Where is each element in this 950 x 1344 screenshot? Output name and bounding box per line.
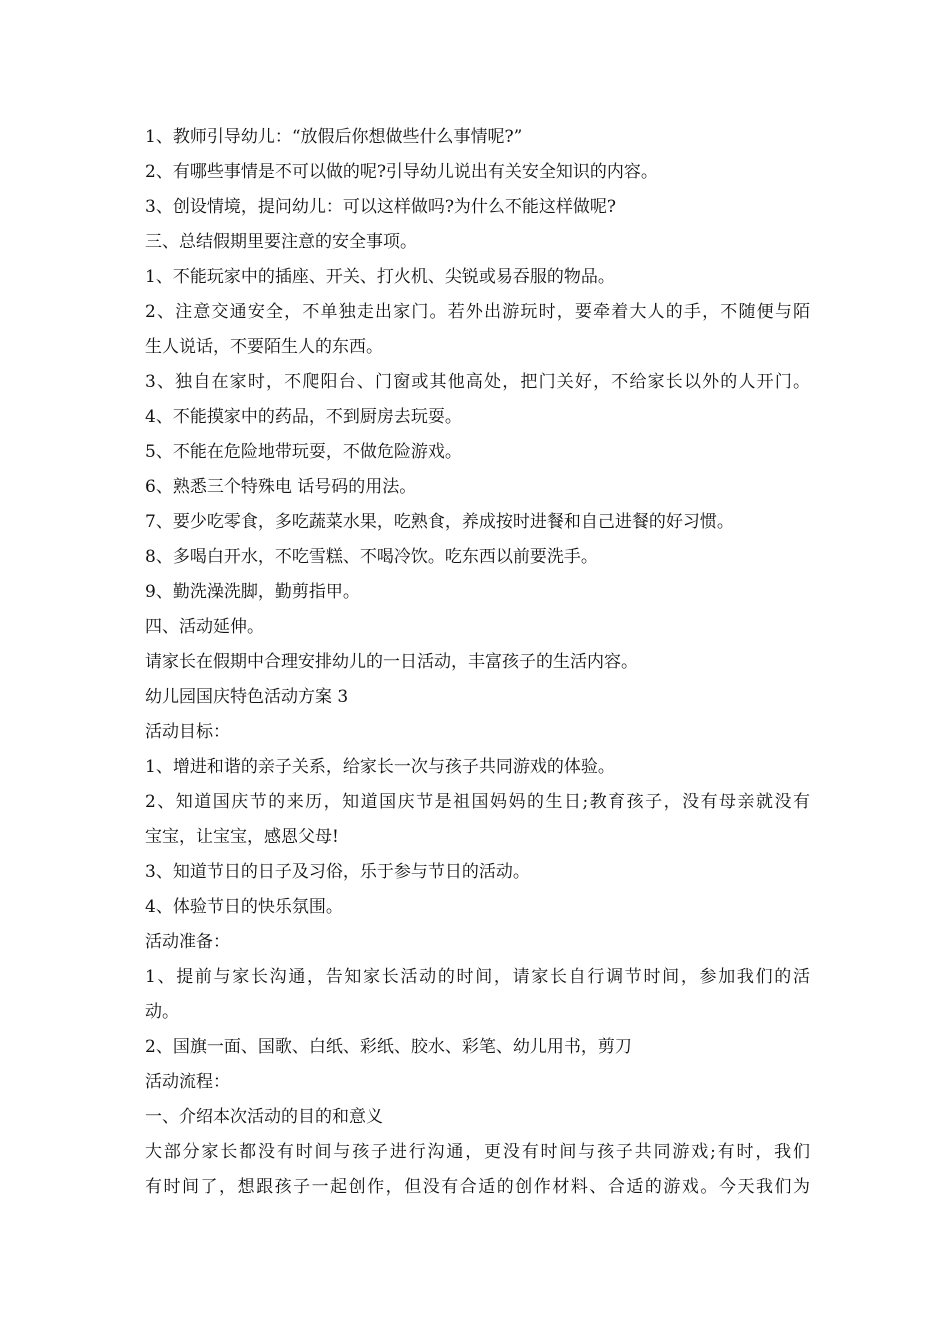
text-line: 1、不能玩家中的插座、开关、打火机、尖锐或易吞服的物品。 xyxy=(145,267,615,287)
text-line: 2、知道国庆节的来历，知道国庆节是祖国妈妈的生日;教育孩子，没有母亲就没有 xyxy=(145,792,810,812)
text-line: 大部分家长都没有时间与孩子进行沟通，更没有时间与孩子共同游戏;有时，我们 xyxy=(145,1142,810,1162)
document-body xyxy=(145,120,810,1205)
text-line: 动。 xyxy=(145,1002,179,1022)
text-line: 3、独自在家时，不爬阳台、门窗或其他高处，把门关好，不给家长以外的人开门。 xyxy=(145,372,810,392)
text-line: 7、要少吃零食，多吃蔬菜水果，吃熟食，养成按时进餐和自己进餐的好习惯。 xyxy=(145,512,734,532)
section-heading: 活动准备： xyxy=(145,932,230,952)
text-line: 3、创设情境，提问幼儿：可以这样做吗?为什么不能这样做呢? xyxy=(145,197,617,217)
section-heading: 四、活动延伸。 xyxy=(145,617,264,637)
section-heading: 一、介绍本次活动的目的和意义 xyxy=(145,1107,383,1127)
text-line: 3、知道节日的日子及习俗，乐于参与节日的活动。 xyxy=(145,862,530,882)
text-line: 1、提前与家长沟通，告知家长活动的时间，请家长自行调节时间，参加我们的活 xyxy=(145,967,810,987)
text-line: 2、国旗一面、国歌、白纸、彩纸、胶水、彩笔、幼儿用书，剪刀 xyxy=(145,1037,632,1057)
text-line: 有时间了，想跟孩子一起创作，但没有合适的创作材料、合适的游戏。今天我们为 xyxy=(145,1177,810,1197)
text-line: 2、有哪些事情是不可以做的呢?引导幼儿说出有关安全知识的内容。 xyxy=(145,162,658,182)
text-line: 4、体验节日的快乐氛围。 xyxy=(145,897,343,917)
section-heading: 活动目标： xyxy=(145,722,230,742)
text-line: 1、增进和谐的亲子关系，给家长一次与孩子共同游戏的体验。 xyxy=(145,757,615,777)
text-line: 8、多喝白开水，不吃雪糕、不喝冷饮。吃东西以前要洗手。 xyxy=(145,547,598,567)
text-line: 宝宝，让宝宝，感恩父母! xyxy=(145,827,339,847)
text-line: 生人说话，不要陌生人的东西。 xyxy=(145,337,383,357)
section-heading: 活动流程： xyxy=(145,1072,230,1092)
document-title: 幼儿园国庆特色活动方案 3 xyxy=(145,687,349,707)
section-heading: 三、总结假期里要注意的安全事项。 xyxy=(145,232,417,252)
text-line: 2、注意交通安全，不单独走出家门。若外出游玩时，要牵着大人的手，不随便与陌 xyxy=(145,302,810,322)
text-line: 4、不能摸家中的药品，不到厨房去玩耍。 xyxy=(145,407,462,427)
text-line: 请家长在假期中合理安排幼儿的一日活动，丰富孩子的生活内容。 xyxy=(145,652,638,672)
text-line: 9、勤洗澡洗脚，勤剪指甲。 xyxy=(145,582,360,602)
text-line: 1、教师引导幼儿：“放假后你想做些什么事情呢?” xyxy=(145,127,523,147)
text-line: 6、熟悉三个特殊电 话号码的用法。 xyxy=(145,477,417,497)
text-line: 5、不能在危险地带玩耍，不做危险游戏。 xyxy=(145,442,462,462)
